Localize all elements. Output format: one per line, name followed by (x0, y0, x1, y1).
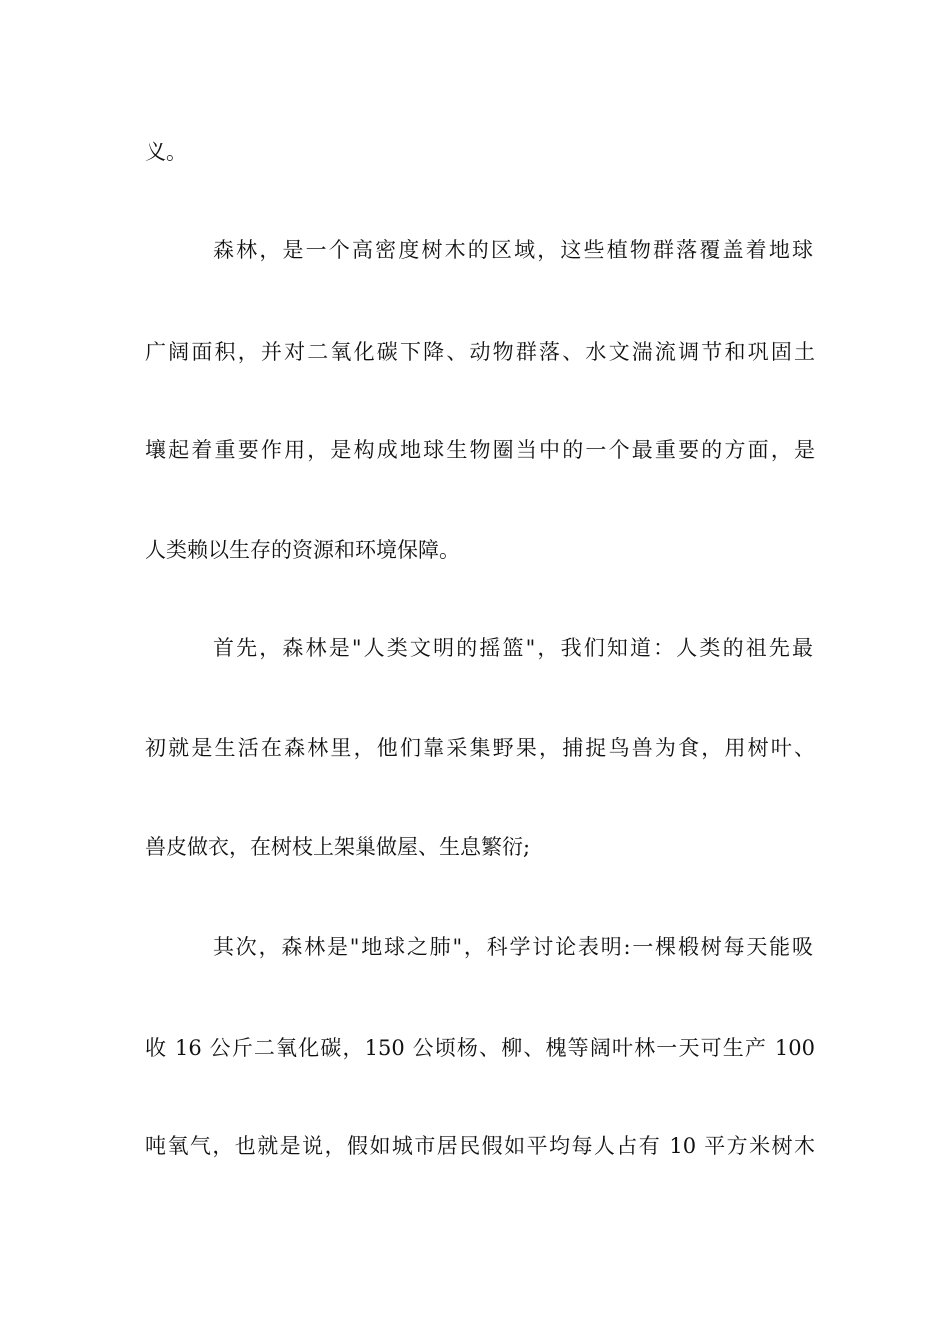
text-line: 收 16 公斤二氧化碳，150 公顷杨、柳、槐等阔叶林一天可生产 100 (145, 1036, 815, 1060)
text-line: 吨氧气，也就是说，假如城市居民假如平均每人占有 10 平方米树木 (145, 1134, 815, 1158)
paragraph-first-line: 首先，森林是"人类文明的摇篮"，我们知道：人类的祖先最 (213, 636, 813, 660)
text-line: 壤起着重要作用，是构成地球生物圈当中的一个最重要的方面，是 (145, 438, 815, 462)
text-line: 义。 (145, 140, 187, 164)
text-line: 兽皮做衣，在树枝上架巢做屋、生息繁衍; (145, 835, 531, 859)
paragraph-first-line: 森林，是一个高密度树木的区域，这些植物群落覆盖着地球 (213, 238, 813, 262)
text-line: 人类赖以生存的资源和环境保障。 (145, 538, 460, 562)
paragraph-first-line: 其次，森林是"地球之肺"，科学讨论表明:一棵椴树每天能吸 (213, 935, 813, 959)
text-line: 初就是生活在森林里，他们靠采集野果，捕捉鸟兽为食，用树叶、 (145, 736, 815, 760)
text-line: 广阔面积，并对二氧化碳下降、动物群落、水文湍流调节和巩固土 (145, 340, 815, 364)
